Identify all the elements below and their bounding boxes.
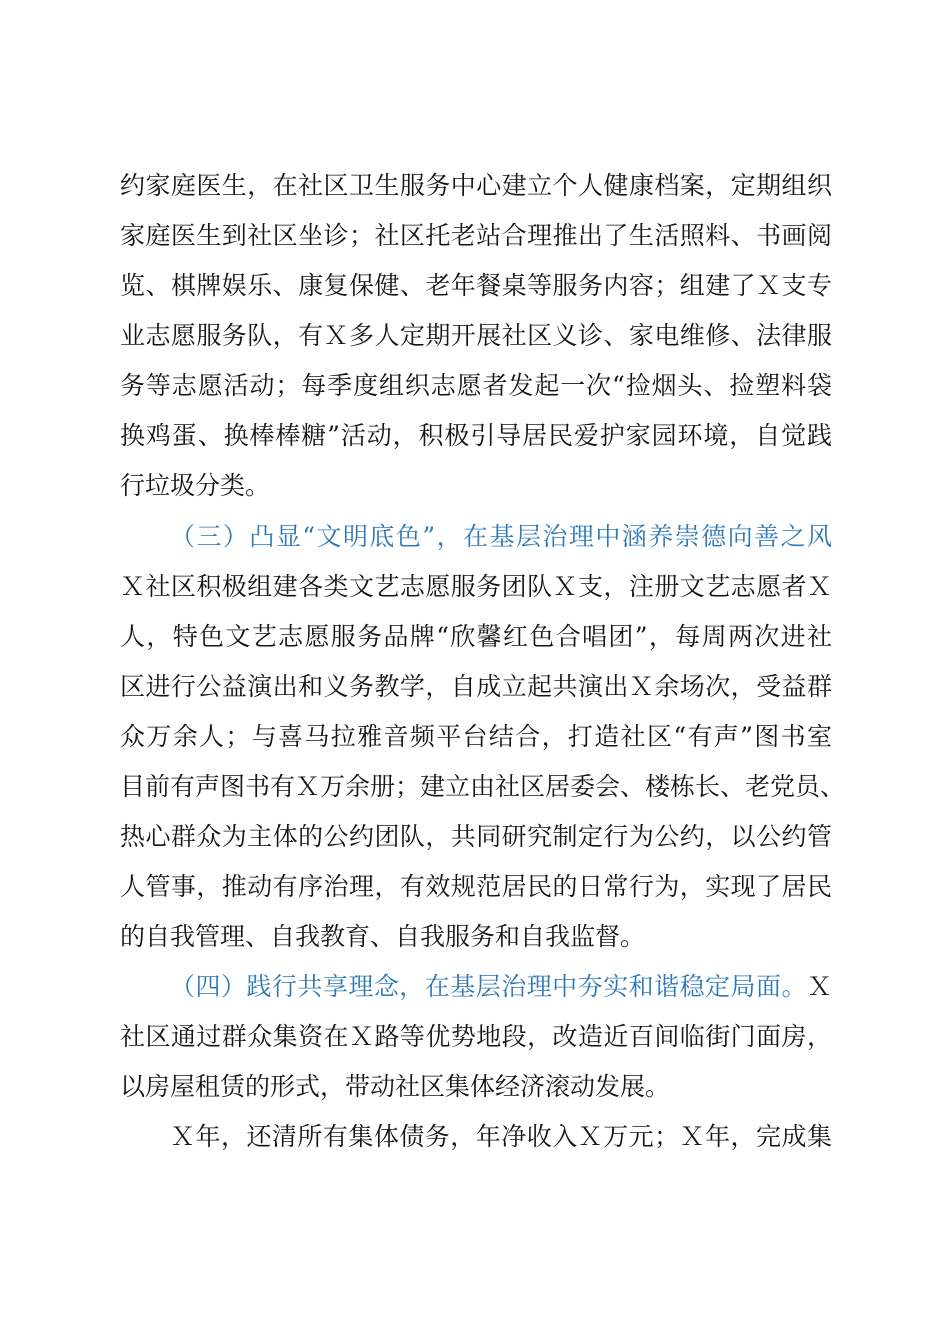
body-line: 家庭医生到社区坐诊；社区托老站合理推出了生活照料、书画阅: [120, 221, 832, 250]
body-line: 以房屋租赁的形式，带动社区集体经济滚动发展。: [120, 1072, 671, 1101]
body-line: 热心群众为主体的公约团队，共同研究制定行为公约，以公约管: [120, 822, 832, 851]
body-line: 社区通过群众集资在Ｘ路等优势地段，改造近百间临街门面房，: [120, 1022, 832, 1051]
heading-tail-text: Ｘ: [806, 972, 832, 1001]
section-heading-line: [170, 962, 832, 1012]
body-line: 览、棋牌娱乐、康复保健、老年餐桌等服务内容；组建了Ｘ支专: [120, 271, 832, 300]
body-line: 务等志愿活动；每季度组织志愿者发起一次“捡烟头、捡塑料袋: [120, 371, 832, 400]
body-line: 区进行公益演出和义务教学，自成立起共演出Ｘ余场次，受益群: [120, 672, 832, 701]
body-line: 人管事，推动有序治理，有效规范居民的日常行为，实现了居民: [120, 872, 832, 901]
body-line: Ｘ社区积极组建各类文艺志愿服务团队Ｘ支，注册文艺志愿者Ｘ: [120, 572, 832, 601]
body-line: 人，特色文艺志愿服务品牌“欣馨红色合唱团”，每周两次进社: [120, 622, 832, 651]
section-heading: （四）践行共享理念，在基层治理中夯实和谐稳定局面。: [170, 972, 807, 1001]
body-line: 行垃圾分类。: [120, 471, 271, 500]
body-line: 的自我管理、自我教育、自我服务和自我监督。: [120, 922, 646, 951]
body-line: 众万余人；与喜马拉雅音频平台结合，打造社区“有声”图书室: [120, 722, 832, 751]
body-line: 业志愿服务队，有Ｘ多人定期开展社区义诊、家电维修、法律服: [120, 321, 832, 350]
body-line: 目前有声图书有Ｘ万余册；建立由社区居委会、楼栋长、老党员、: [120, 772, 846, 801]
body-line: Ｘ年，还清所有集体债务，年净收入Ｘ万元；Ｘ年，完成集: [170, 1122, 832, 1151]
body-line: 换鸡蛋、换棒棒糖”活动，积极引导居民爱护家园环境，自觉践: [120, 421, 832, 450]
body-line: 约家庭医生，在社区卫生服务中心建立个人健康档案，定期组织: [120, 171, 832, 200]
section-heading: （三）凸显“文明底色”，在基层治理中涵养崇德向善之风: [170, 522, 832, 551]
